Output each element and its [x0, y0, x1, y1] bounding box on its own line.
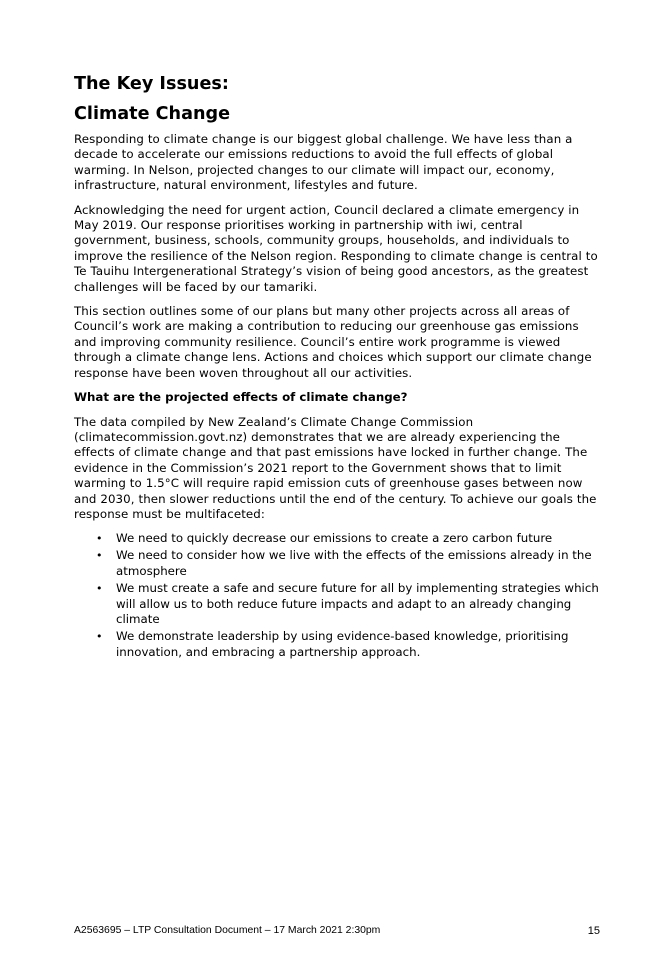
- effects-paragraph: The data compiled by New Zealand’s Climate Change Commission (climatecommission.govt.nz) demonstrates that we are already experiencing the effects of climate change and that past emissions have locked in further change. The evidence in the Commission’s 2021 report to the Government shows that to limit warming to 1.5°C will require rapid emission cuts of greenhouse gases between now and 2030, then slower reductions until the end of the century. To achieve our goals the response must be multifaceted:: [74, 414, 597, 521]
- list-item: [74, 548, 602, 580]
- page-title: [74, 72, 602, 126]
- bullet-icon: •: [96, 581, 103, 595]
- intro-paragraph: Responding to climate change is our biggest global challenge. We have less than a decade to accelerate our emissions reductions to avoid the full effects of global warming. In Nelson, projected changes to our climate will impact our, economy, infrastructure, natural environment, lifestyles and future.: [74, 132, 573, 193]
- bullet-icon: •: [96, 630, 103, 644]
- effects-subheading: What are the projected effects of climate change?: [74, 390, 408, 405]
- list-item: [74, 581, 602, 628]
- list-item-text: We need to consider how we live with the effects of the emissions already in the atmosphere: [116, 548, 592, 578]
- list-item-text: We must create a safe and secure future for all by implementing strategies which will allow us to both reduce future impacts and adapt to an already changing climate: [116, 580, 599, 627]
- list-item-text: We demonstrate leadership by using evidence-based knowledge, prioritising innovation, and embracing a partnership approach.: [116, 629, 569, 659]
- section-outline-paragraph: This section outlines some of our plans but many other projects across all areas of Council’s work are making a contribution to reducing our greenhouse gas emissions and improving community resilience. Council’s entire work programme is viewed through a climate change lens. Actions and choices which support our climate change response have been woven throughout all our activities.: [74, 304, 592, 380]
- list-item: [74, 531, 602, 547]
- bullet-icon: •: [96, 532, 103, 546]
- list-item-text: We need to quickly decrease our emissions to create a zero carbon future: [116, 531, 553, 546]
- bullet-icon: •: [96, 549, 103, 563]
- page-number: 15: [587, 925, 600, 937]
- response-bullet-list: [74, 531, 602, 660]
- document-reference: A2563695 – LTP Consultation Document – 17 March 2021 2:30pm: [74, 925, 381, 936]
- page-content: [74, 72, 602, 662]
- page-title-line-2: Climate Change: [74, 104, 231, 124]
- page-title-line-1: The Key Issues:: [74, 74, 229, 94]
- climate-emergency-paragraph: Acknowledging the need for urgent action, Council declared a climate emergency in May 2019. Our response prioritises working in partnership with iwi, central government, business, schools, community groups, households, and individuals to improve the resilience of the Nelson region. Responding to climate change is central to Te Tauihu Intergenerational Strategy’s vision of being good ancestors, as the greatest challenges will be faced by our tamariki.: [74, 202, 598, 294]
- list-item: [74, 629, 602, 661]
